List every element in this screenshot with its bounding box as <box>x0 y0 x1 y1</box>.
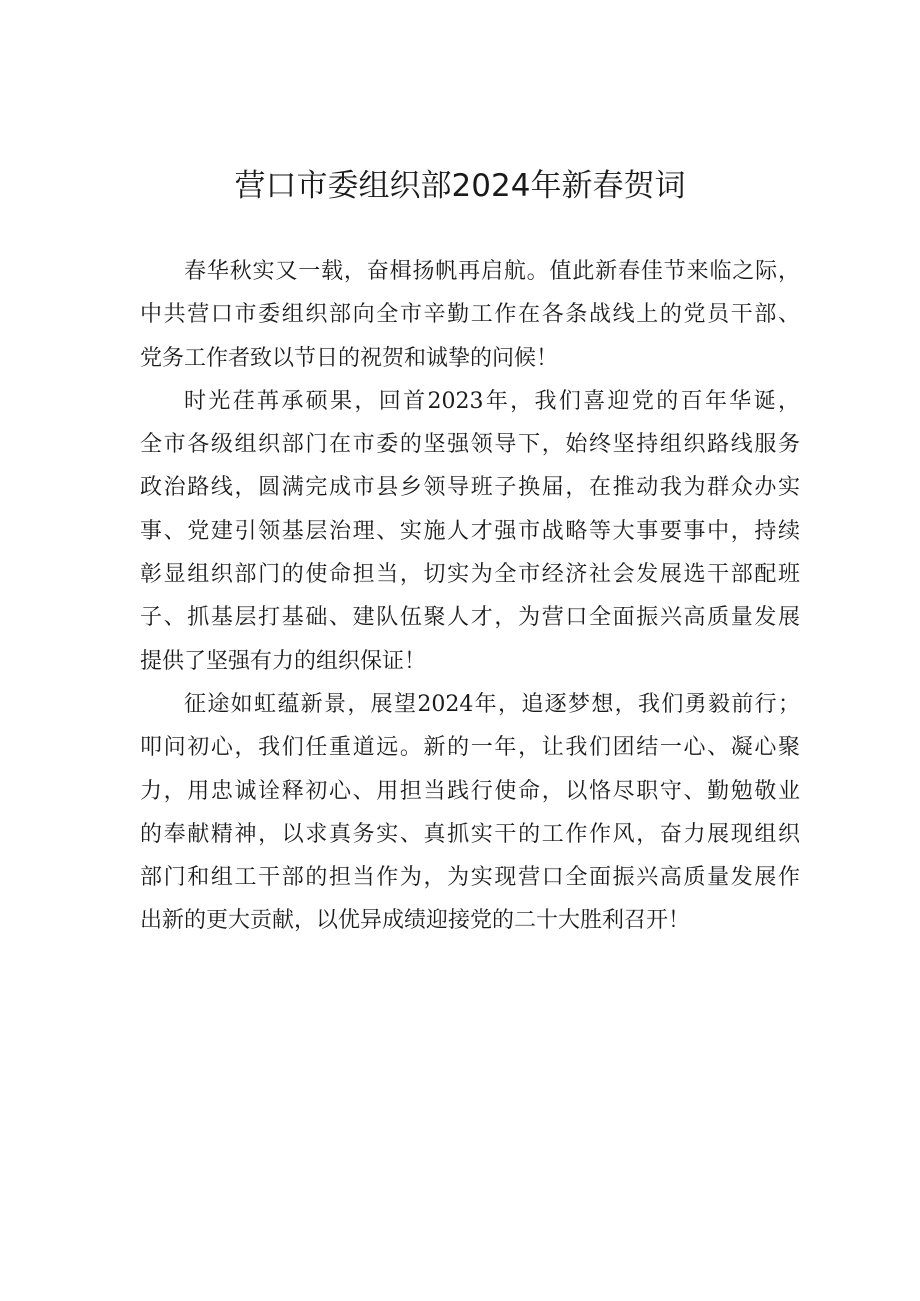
paragraph-line: 彰显组织部门的使命担当，切实为全市经济社会发展选干部配班 <box>140 562 800 588</box>
paragraph-line: 出新的更大贡献，以优异成绩迎接党的二十大胜利召开！ <box>140 908 691 934</box>
paragraph-line: 提供了坚强有力的组织保证！ <box>140 648 427 674</box>
paragraph-line: 春华秋实又一载，奋楫扬帆再启航。值此新春佳节来临之际， <box>184 259 800 284</box>
paragraph-line: 时光荏苒承硕果，回首2023年，我们喜迎党的百年华诞， <box>184 388 800 414</box>
paragraph-2 <box>140 380 800 683</box>
paragraph-1 <box>140 250 800 380</box>
paragraph-line: 部门和组工干部的担当作为，为实现营口全面振兴高质量发展作 <box>140 865 800 891</box>
paragraph-line: 中共营口市委组织部向全市辛勤工作在各条战线上的党员干部、 <box>140 302 800 328</box>
paragraph-3 <box>140 683 800 943</box>
document-title: 营口市委组织部2024年新春贺词 <box>234 168 686 204</box>
paragraph-line: 力，用忠诚诠释初心、用担当践行使命，以恪尽职守、勤勉敬业 <box>140 778 800 804</box>
paragraph-line: 党务工作者致以节日的祝贺和诚挚的问候！ <box>140 345 559 371</box>
paragraph-line: 全市各级组织部门在市委的坚强领导下，始终坚持组织路线服务 <box>140 432 800 458</box>
paragraph-line: 政治路线，圆满完成市县乡领导班子换届，在推动我为群众办实 <box>140 475 800 501</box>
paragraph-line: 征途如虹蕴新景，展望2024年，追逐梦想，我们勇毅前行； <box>184 691 800 717</box>
document-body <box>140 250 800 943</box>
paragraph-line: 叩问初心，我们任重道远。新的一年，让我们团结一心、凝心聚 <box>140 735 800 761</box>
paragraph-line: 事、党建引领基层治理、实施人才强市战略等大事要事中，持续 <box>140 518 800 544</box>
paragraph-line: 子、抓基层打基础、建队伍聚人才，为营口全面振兴高质量发展 <box>140 605 800 631</box>
paragraph-line: 的奉献精神，以求真务实、真抓实干的工作作风，奋力展现组织 <box>140 821 800 847</box>
